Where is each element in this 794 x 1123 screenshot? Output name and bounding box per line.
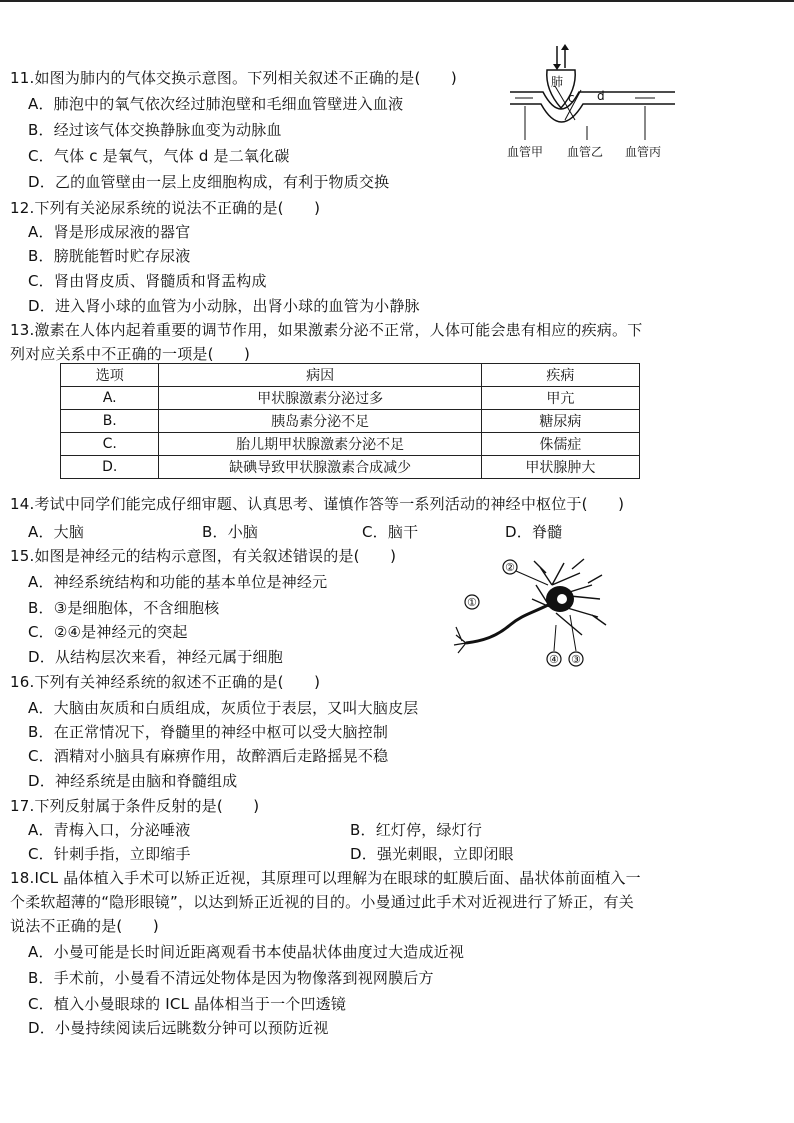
table-cell: A. xyxy=(61,387,159,410)
table-cell: D. xyxy=(61,456,159,479)
q15-option-c: C．②④是神经元的突起 xyxy=(28,623,188,641)
q18-stem-line1: 18.ICL 晶体植入手术可以矫正近视，其原理可以理解为在眼球的虹膜后面、晶状体前面植入一 xyxy=(10,869,641,887)
gas-c-label: c xyxy=(568,91,575,105)
q11-option-b: B．经过该气体交换静脉血变为动脉血 xyxy=(28,121,282,139)
q14-option-a: A．大脑 xyxy=(28,523,85,541)
lung-gas-exchange-figure xyxy=(505,40,685,162)
label-4: ④ xyxy=(549,653,559,666)
table-row xyxy=(61,410,640,433)
q18-option-d: D．小曼持续阅读后远眺数分钟可以预防近视 xyxy=(28,1019,329,1037)
neuron-figure xyxy=(452,555,612,670)
q14-option-d: D．脊髓 xyxy=(505,523,563,541)
q15-stem: 15.如图是神经元的结构示意图，有关叙述错误的是( ) xyxy=(10,547,397,565)
q14-option-b: B．小脑 xyxy=(202,523,259,541)
table-cell: 甲状腺激素分泌过多 xyxy=(159,387,481,410)
arrow-head-icon xyxy=(553,64,561,70)
table-row xyxy=(61,387,640,410)
q16-stem: 16.下列有关神经系统的叙述不正确的是( ) xyxy=(10,673,321,691)
table-header-row xyxy=(61,364,640,387)
lung-label: 肺 xyxy=(551,75,564,89)
vessel-b-label: 血管乙 xyxy=(567,145,604,159)
q17-option-b: B．红灯停，绿灯行 xyxy=(350,821,483,839)
q17-option-c: C．针刺手指，立即缩手 xyxy=(28,845,191,863)
q12-option-a: A．肾是形成尿液的器官 xyxy=(28,223,191,241)
vessel-c-label: 血管丙 xyxy=(625,145,662,159)
table-cell: B. xyxy=(61,410,159,433)
q14-stem: 14.考试中同学们能完成仔细审题、认真思考、谨慎作答等一系列活动的神经中枢位于( ) xyxy=(10,495,625,513)
pointer-line xyxy=(516,571,548,585)
q11-option-a: A．肺泡中的氧气依次经过肺泡壁和毛细血管壁进入血液 xyxy=(28,95,404,113)
table-cell: C. xyxy=(61,433,159,456)
table-row xyxy=(61,433,640,456)
table-cell: 甲状腺肿大 xyxy=(481,456,639,479)
q17-option-a: A．青梅入口，分泌唾液 xyxy=(28,821,191,839)
q17-stem: 17.下列反射属于条件反射的是( ) xyxy=(10,797,260,815)
axon-terminal xyxy=(454,627,466,653)
q17-option-d: D．强光刺眼，立即闭眼 xyxy=(350,845,514,863)
q15-option-a: A．神经系统结构和功能的基本单位是神经元 xyxy=(28,573,328,591)
q18-option-a: A．小曼可能是长时间近距离观看书本使晶状体曲度过大造成近视 xyxy=(28,943,465,961)
table-header-disease: 疾病 xyxy=(481,364,639,387)
gas-d-label: d xyxy=(597,89,605,103)
q11-stem: 11.如图为肺内的气体交换示意图。下列相关叙述不正确的是( ) xyxy=(10,69,457,87)
table-header-option: 选项 xyxy=(61,364,159,387)
q18-stem-line2: 个柔软超薄的“隐形眼镜”，以达到矫正近视的目的。小曼通过此手术对近视进行了矫正，有关 xyxy=(10,893,634,911)
table-cell: 侏儒症 xyxy=(481,433,639,456)
q13-stem-line1: 13.激素在人体内起着重要的调节作用，如果激素分泌不正常，人体可能会患有相应的疾病。下 xyxy=(10,321,643,339)
q13-stem-line2: 列对应关系中不正确的一项是( ) xyxy=(10,345,251,363)
table-cell: 胎儿期甲状腺激素分泌不足 xyxy=(159,433,481,456)
table-row xyxy=(61,456,640,479)
table-cell: 糖尿病 xyxy=(481,410,639,433)
axon xyxy=(466,605,548,643)
table-cell: 甲亢 xyxy=(481,387,639,410)
pointer-line xyxy=(554,625,556,651)
q16-option-b: B．在正常情况下，脊髓里的神经中枢可以受大脑控制 xyxy=(28,723,389,741)
q11-option-d: D．乙的血管壁由一层上皮细胞构成，有利于物质交换 xyxy=(28,173,390,191)
q16-option-c: C．酒精对小脑具有麻痹作用，故醉酒后走路摇晃不稳 xyxy=(28,747,389,765)
q13-table xyxy=(60,363,640,479)
capillary-lower-wall xyxy=(510,104,675,122)
q18-option-b: B．手术前，小曼看不清远处物体是因为物像落到视网膜后方 xyxy=(28,969,434,987)
q16-option-d: D．神经系统是由脑和脊髓组成 xyxy=(28,772,238,790)
arrow-head-icon xyxy=(561,44,569,50)
table-header-cause: 病因 xyxy=(159,364,481,387)
label-2: ② xyxy=(505,561,515,574)
capillary-upper-wall xyxy=(510,92,675,109)
q12-stem: 12.下列有关泌尿系统的说法不正确的是( ) xyxy=(10,199,321,217)
q12-option-d: D．进入肾小球的血管为小动脉，出肾小球的血管为小静脉 xyxy=(28,297,420,315)
q14-option-c: C．脑干 xyxy=(362,523,419,541)
label-1: ① xyxy=(467,596,477,609)
q15-option-b: B．③是细胞体，不含细胞核 xyxy=(28,599,220,617)
table-cell: 胰岛素分泌不足 xyxy=(159,410,481,433)
q18-option-c: C．植入小曼眼球的 ICL 晶体相当于一个凹透镜 xyxy=(28,995,347,1013)
vessel-a-label: 血管甲 xyxy=(507,145,544,159)
table-cell: 缺碘导致甲状腺激素合成减少 xyxy=(159,456,481,479)
q12-option-c: C．肾由肾皮质、肾髓质和肾盂构成 xyxy=(28,272,267,290)
q18-stem-line3: 说法不正确的是( ) xyxy=(10,917,159,935)
label-3: ③ xyxy=(571,653,581,666)
q12-option-b: B．膀胱能暂时贮存尿液 xyxy=(28,247,191,265)
q16-option-a: A．大脑由灰质和白质组成，灰质位于表层，又叫大脑皮层 xyxy=(28,699,419,717)
nucleus xyxy=(557,594,567,604)
q11-option-c: C．气体 c 是氧气，气体 d 是二氧化碳 xyxy=(28,147,290,165)
q15-option-d: D．从结构层次来看，神经元属于细胞 xyxy=(28,648,283,666)
pointer-line xyxy=(570,615,576,651)
